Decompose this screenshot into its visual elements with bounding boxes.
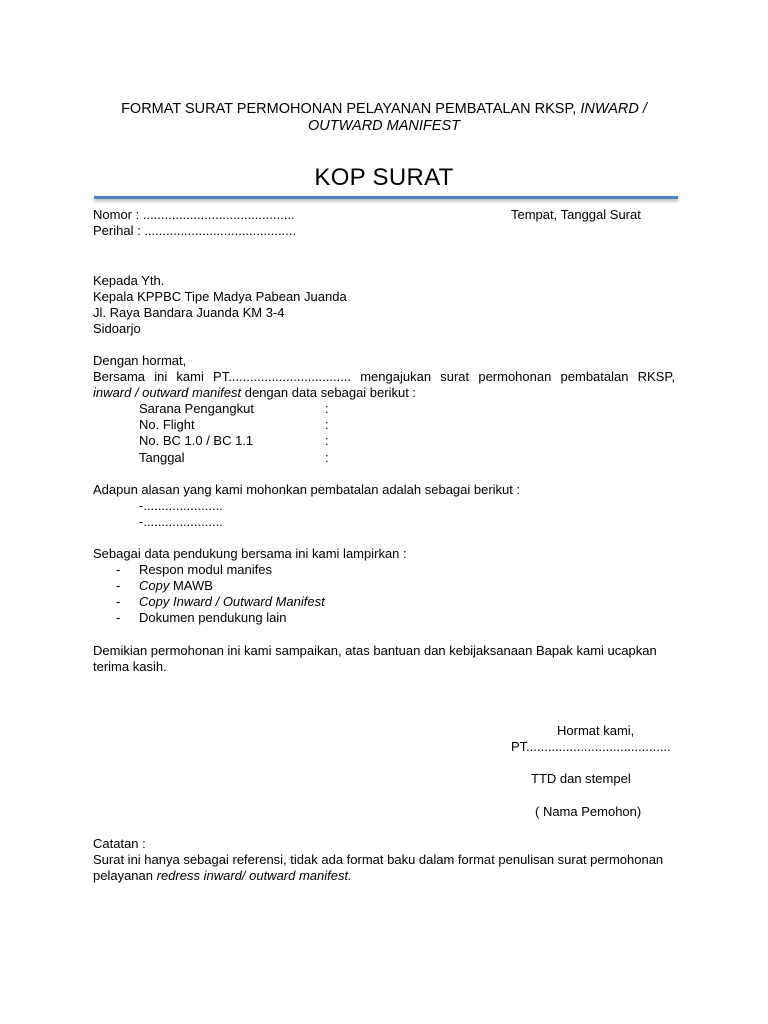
- recipient-line-1: Kepada Yth.: [93, 273, 165, 288]
- title-line-1: [0, 101, 768, 118]
- kop-divider: [94, 196, 678, 199]
- attachment-item-3: [139, 594, 325, 609]
- attachment-bullet: -: [116, 610, 121, 625]
- nomor-line: Nomor : ..........................................: [93, 207, 295, 222]
- signature-name: ( Nama Pemohon): [535, 804, 642, 819]
- place-date: Tempat, Tanggal Surat: [511, 207, 641, 222]
- intro-line-2-italic: inward / outward manifest: [93, 385, 242, 400]
- recipient-line-3: Jl. Raya Bandara Juanda KM 3-4: [93, 305, 285, 320]
- field-separator: :: [325, 401, 329, 416]
- field-label: Tanggal: [139, 450, 185, 465]
- attachment-bullet: -: [116, 594, 121, 609]
- attachments-intro: Sebagai data pendukung bersama ini kami lampirkan :: [93, 546, 407, 561]
- document-title: [0, 101, 768, 135]
- note-line-2: [93, 868, 352, 883]
- field-label: No. Flight: [139, 417, 195, 432]
- salutation: Dengan hormat,: [93, 353, 187, 368]
- attachment-item-2: [139, 578, 213, 593]
- kop-surat-heading: KOP SURAT: [314, 164, 454, 191]
- intro-line-2: [93, 385, 416, 400]
- field-separator: :: [325, 417, 329, 432]
- note-heading: Catatan :: [93, 836, 146, 851]
- signature-hormat: Hormat kami,: [557, 723, 635, 738]
- attachment-item-4: Dokumen pendukung lain: [139, 610, 287, 625]
- attachment-bullet: -: [116, 578, 121, 593]
- reason-item: -......................: [139, 514, 223, 529]
- intro-line-1: Bersama ini kami PT.................................. mengajukan surat permohonan pembatalan RKSP,: [93, 369, 675, 384]
- title-line-2: [0, 118, 768, 135]
- recipient-line-4: Sidoarjo: [93, 321, 141, 336]
- field-separator: :: [325, 433, 329, 448]
- attachment-item-2-italic: Copy: [139, 578, 170, 593]
- field-label: Sarana Pengangkut: [139, 401, 254, 416]
- reasons-intro: Adapun alasan yang kami mohonkan pembatalan adalah sebagai berikut :: [93, 482, 521, 497]
- attachment-item-3-italic: Copy Inward / Outward Manifest: [139, 594, 325, 609]
- attachment-item-1: Respon modul manifes: [139, 562, 272, 577]
- title-line-1-text: FORMAT SURAT PERMOHONAN PELAYANAN PEMBATALAN RKSP,: [121, 101, 581, 117]
- title-line-2-italic: OUTWARD MANIFEST: [308, 118, 460, 134]
- attachment-item-2-rest: MAWB: [169, 578, 213, 593]
- signature-ttd: TTD dan stempel: [531, 771, 631, 786]
- field-label: No. BC 1.0 / BC 1.1: [139, 433, 254, 448]
- intro-line-2-rest: dengan data sebagai berikut :: [241, 385, 417, 400]
- title-line-1-italic: INWARD /: [580, 101, 647, 117]
- note-line-1: Surat ini hanya sebagai referensi, tidak ada format baku dalam format penulisan surat permohonan: [93, 852, 664, 867]
- closing-line-1: Demikian permohonan ini kami sampaikan, atas bantuan dan kebijaksanaan Bapak kami ucapkan: [93, 643, 657, 658]
- closing-line-2: terima kasih.: [93, 659, 167, 674]
- attachment-bullet: -: [116, 562, 121, 577]
- recipient-line-2: Kepala KPPBC Tipe Madya Pabean Juanda: [93, 289, 347, 304]
- reason-item: -......................: [139, 498, 223, 513]
- note-line-2-prefix: pelayanan: [93, 868, 157, 883]
- field-separator: :: [325, 450, 329, 465]
- perihal-line: Perihal : ..........................................: [93, 223, 296, 238]
- signature-company: PT........................................: [511, 739, 671, 754]
- note-line-2-italic: redress inward/ outward manifest.: [156, 868, 352, 883]
